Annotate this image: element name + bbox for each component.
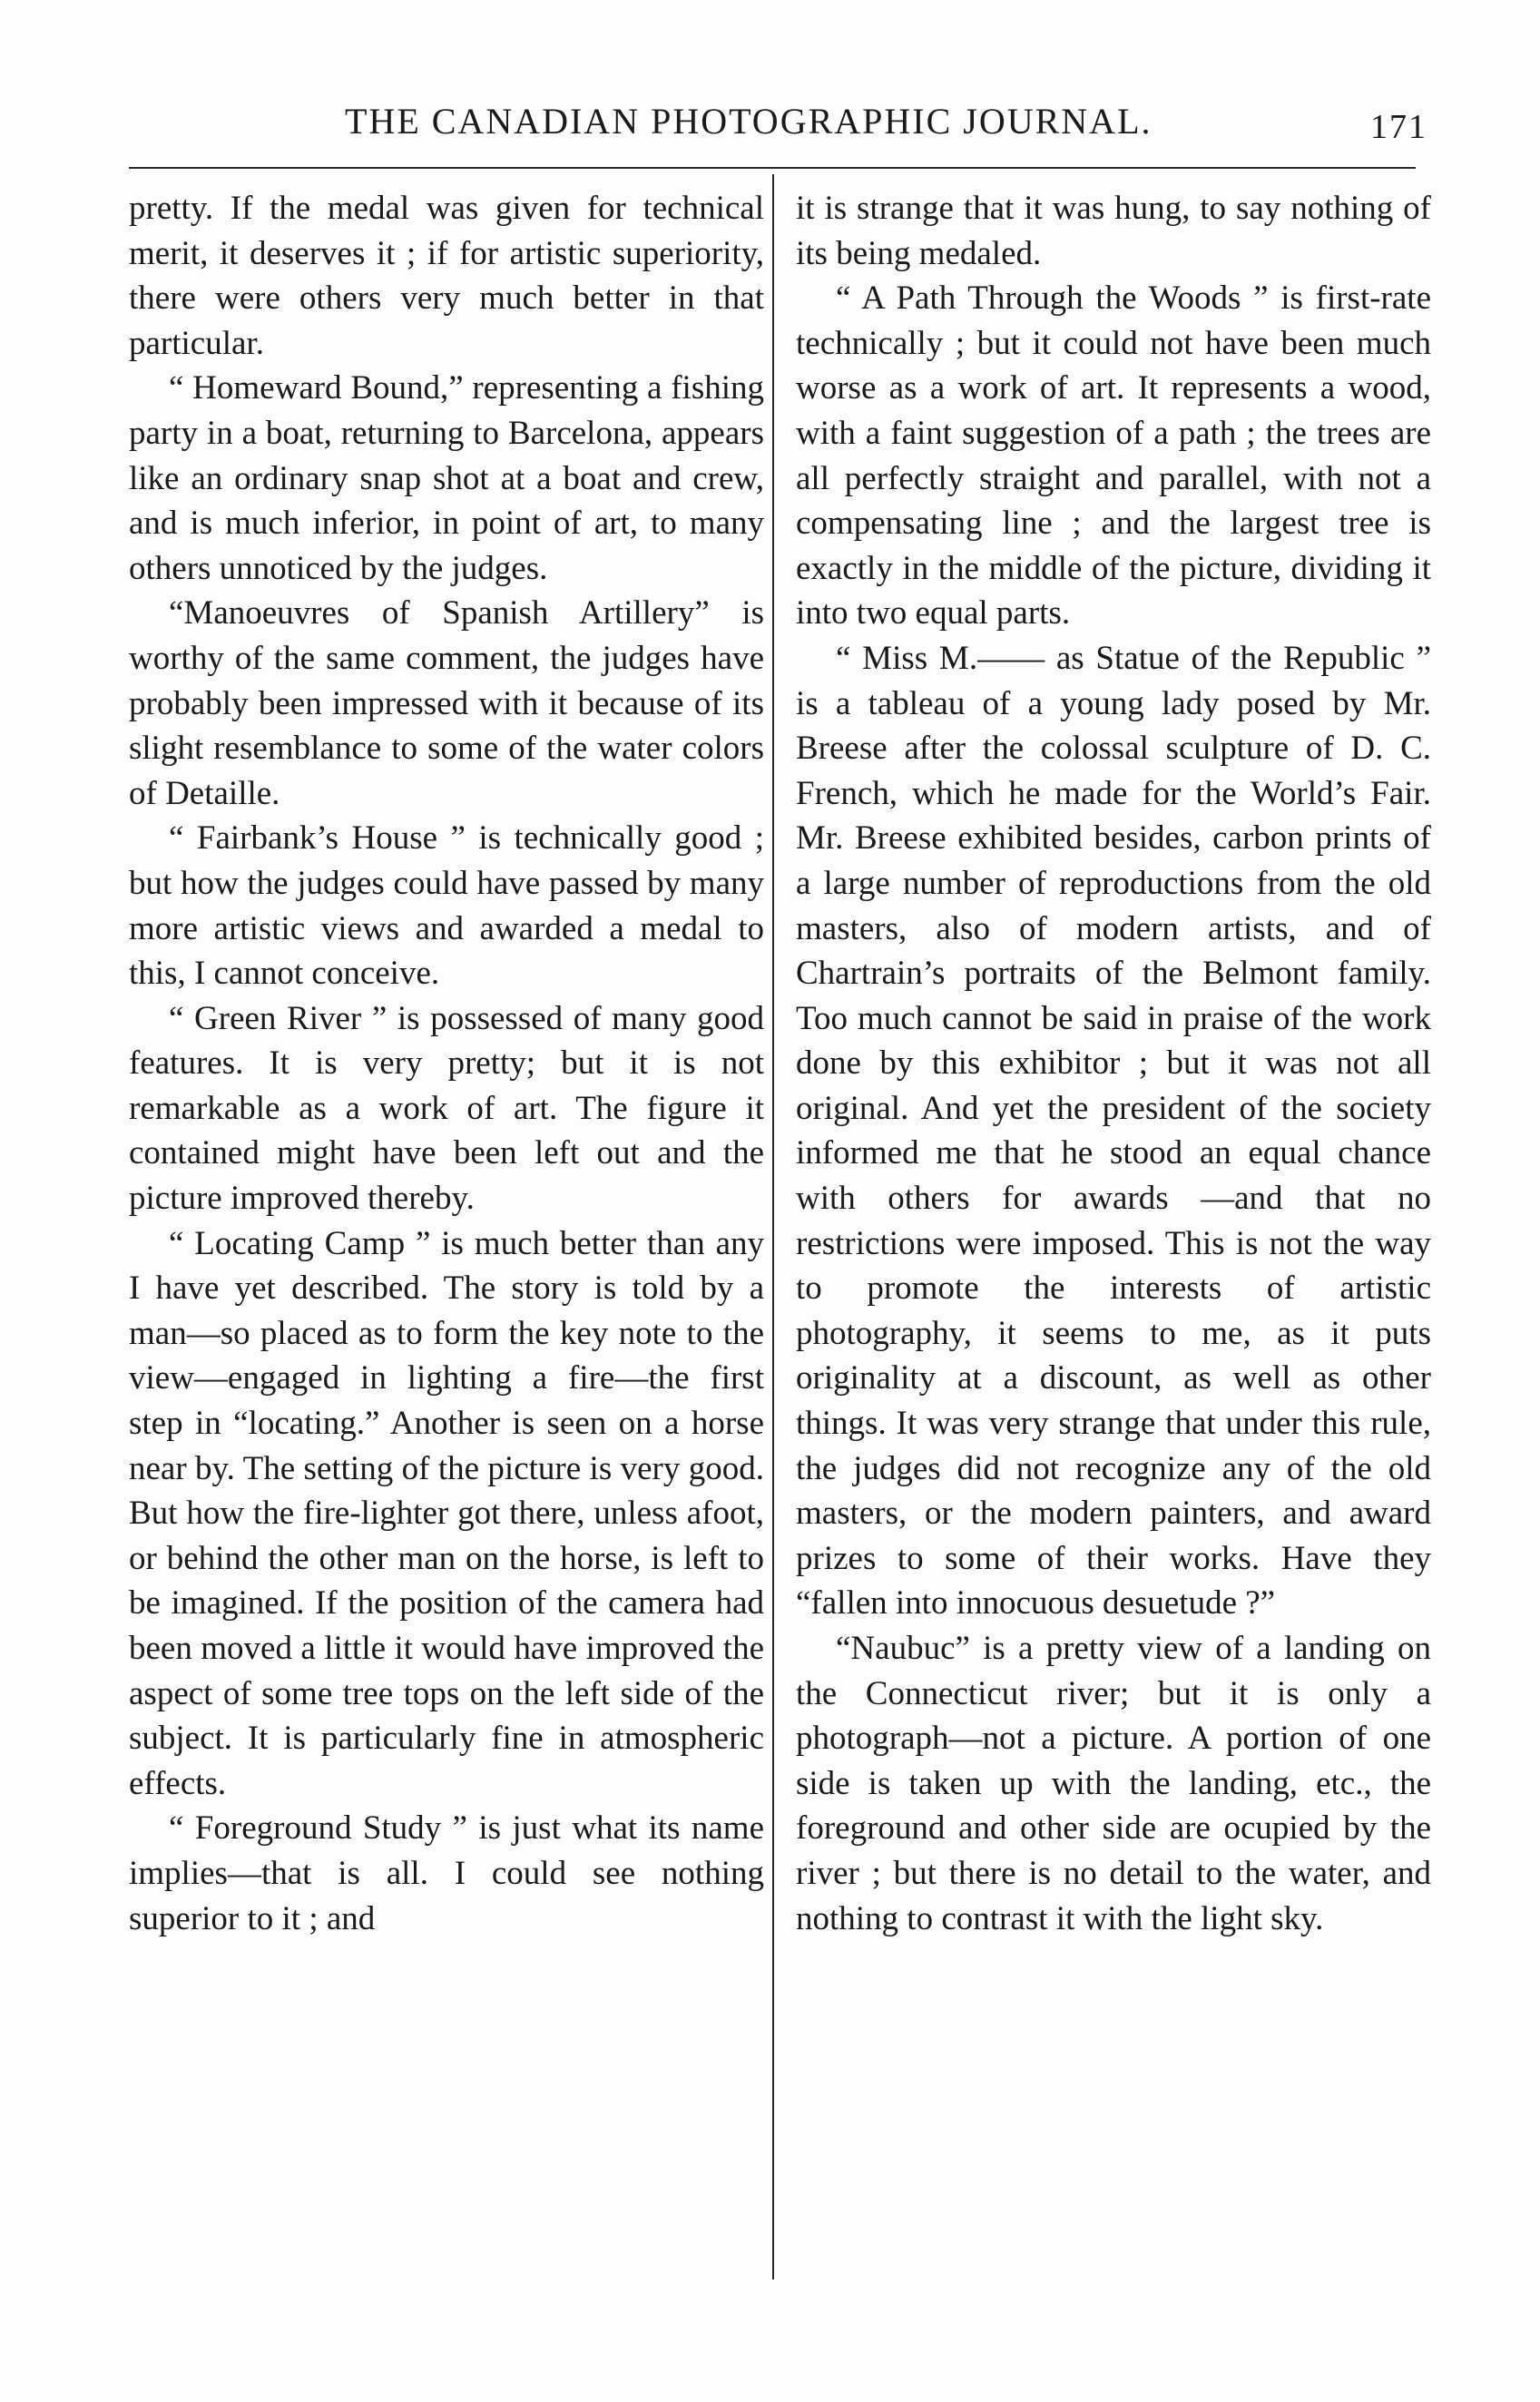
left-column bbox=[129, 186, 764, 1941]
paragraph: “ Fairbank’s House ” is technically good ; but how the judges could have passed by many more artistic views and awarded a medal to this, I cannot conceive. bbox=[129, 819, 764, 993]
paragraph: “ Green River ” is possessed of many good features. It is very pretty; but it is not remarkable as a work of art. The figure it contained might have been left out and the picture improved thereby. bbox=[129, 999, 764, 1218]
paragraph: “ Locating Camp ” is much better than any I have yet described. The story is told by a man—so placed as to form the key note to the view—engaged in lighting a fire—the first step in “locating.” Another is seen on a horse near by. The setting of the picture is very good. But how the fire-lighter got there, unless afoot, or behind the other man on the horse, is left to be imagined. If the position of the camera had been moved a little it would have improved the aspect of some tree tops on the left side of the subject. It is particularly fine in atmospheric effects. bbox=[129, 1224, 764, 1802]
paragraph: “ Miss M.—— as Statue of the Republic ” is a tableau of a young lady posed by Mr. Breese after the colossal sculpture of D. C. French, which he made for the World’s Fair. Mr. Breese exhibited besides, carbon prints of a large number of reproductions from the old masters, also of modern artists, and of Chartrain’s portraits of the Belmont family. Too much cannot be said in praise of the work done by this exhibitor ; but it was not all original. And yet the president of the society informed me that he stood an equal chance with others for awards —and that no restrictions were imposed. This is not the way to promote the interests of artistic photography, it seems to me, as it puts originality at a discount, as well as other things. It was very strange that under this rule, the judges did not recognize any of the old masters, or the modern painters, and award prizes to some of their works. Have they “fallen into innocuous desuetude ?” bbox=[796, 639, 1431, 1623]
paragraph: “Manoeuvres of Spanish Artillery” is worthy of the same comment, the judges have probably been impressed with it because of its slight resemblance to some of the water colors of Detaille. bbox=[129, 594, 764, 812]
paragraph: “ Foreground Study ” is just what its name implies—that is all. I could see nothing superior to it ; and bbox=[129, 1809, 764, 1937]
paragraph: “ A Path Through the Woods ” is first-rate technically ; but it could not have been much worse as a work of art. It represents a wood, with a faint suggestion of a path ; the trees are all perfectly straight and parallel, with not a compensating line ; and the largest tree is exactly in the middle of the picture, dividing it into two equal parts. bbox=[796, 279, 1431, 632]
right-column bbox=[796, 186, 1431, 1941]
running-head-title: THE CANADIAN PHOTOGRAPHIC JOURNAL. bbox=[345, 101, 1153, 142]
paragraph: pretty. If the medal was given for technical merit, it deserves it ; if for artistic superiority, there were others very much better in that particular. bbox=[129, 190, 764, 362]
header-rule bbox=[129, 167, 1416, 169]
paragraph: “ Homeward Bound,” representing a fishing party in a boat, returning to Barcelona, appears like an ordinary snap shot at a boat and crew, and is much inferior, in point of art, to many others unnoticed by the judges. bbox=[129, 369, 764, 587]
paragraph: “Naubuc” is a pretty view of a landing on the Connecticut river; but it is only a photograph—not a picture. A portion of one side is taken up with the landing, etc., the foreground and other side are ocupied by the river ; but there is no detail to the water, and nothing to contrast it with the light sky. bbox=[796, 1630, 1431, 1937]
paragraph: it is strange that it was hung, to say nothing of its being medaled. bbox=[796, 190, 1431, 272]
column-divider bbox=[772, 174, 774, 2279]
page-number: 171 bbox=[1370, 108, 1427, 146]
